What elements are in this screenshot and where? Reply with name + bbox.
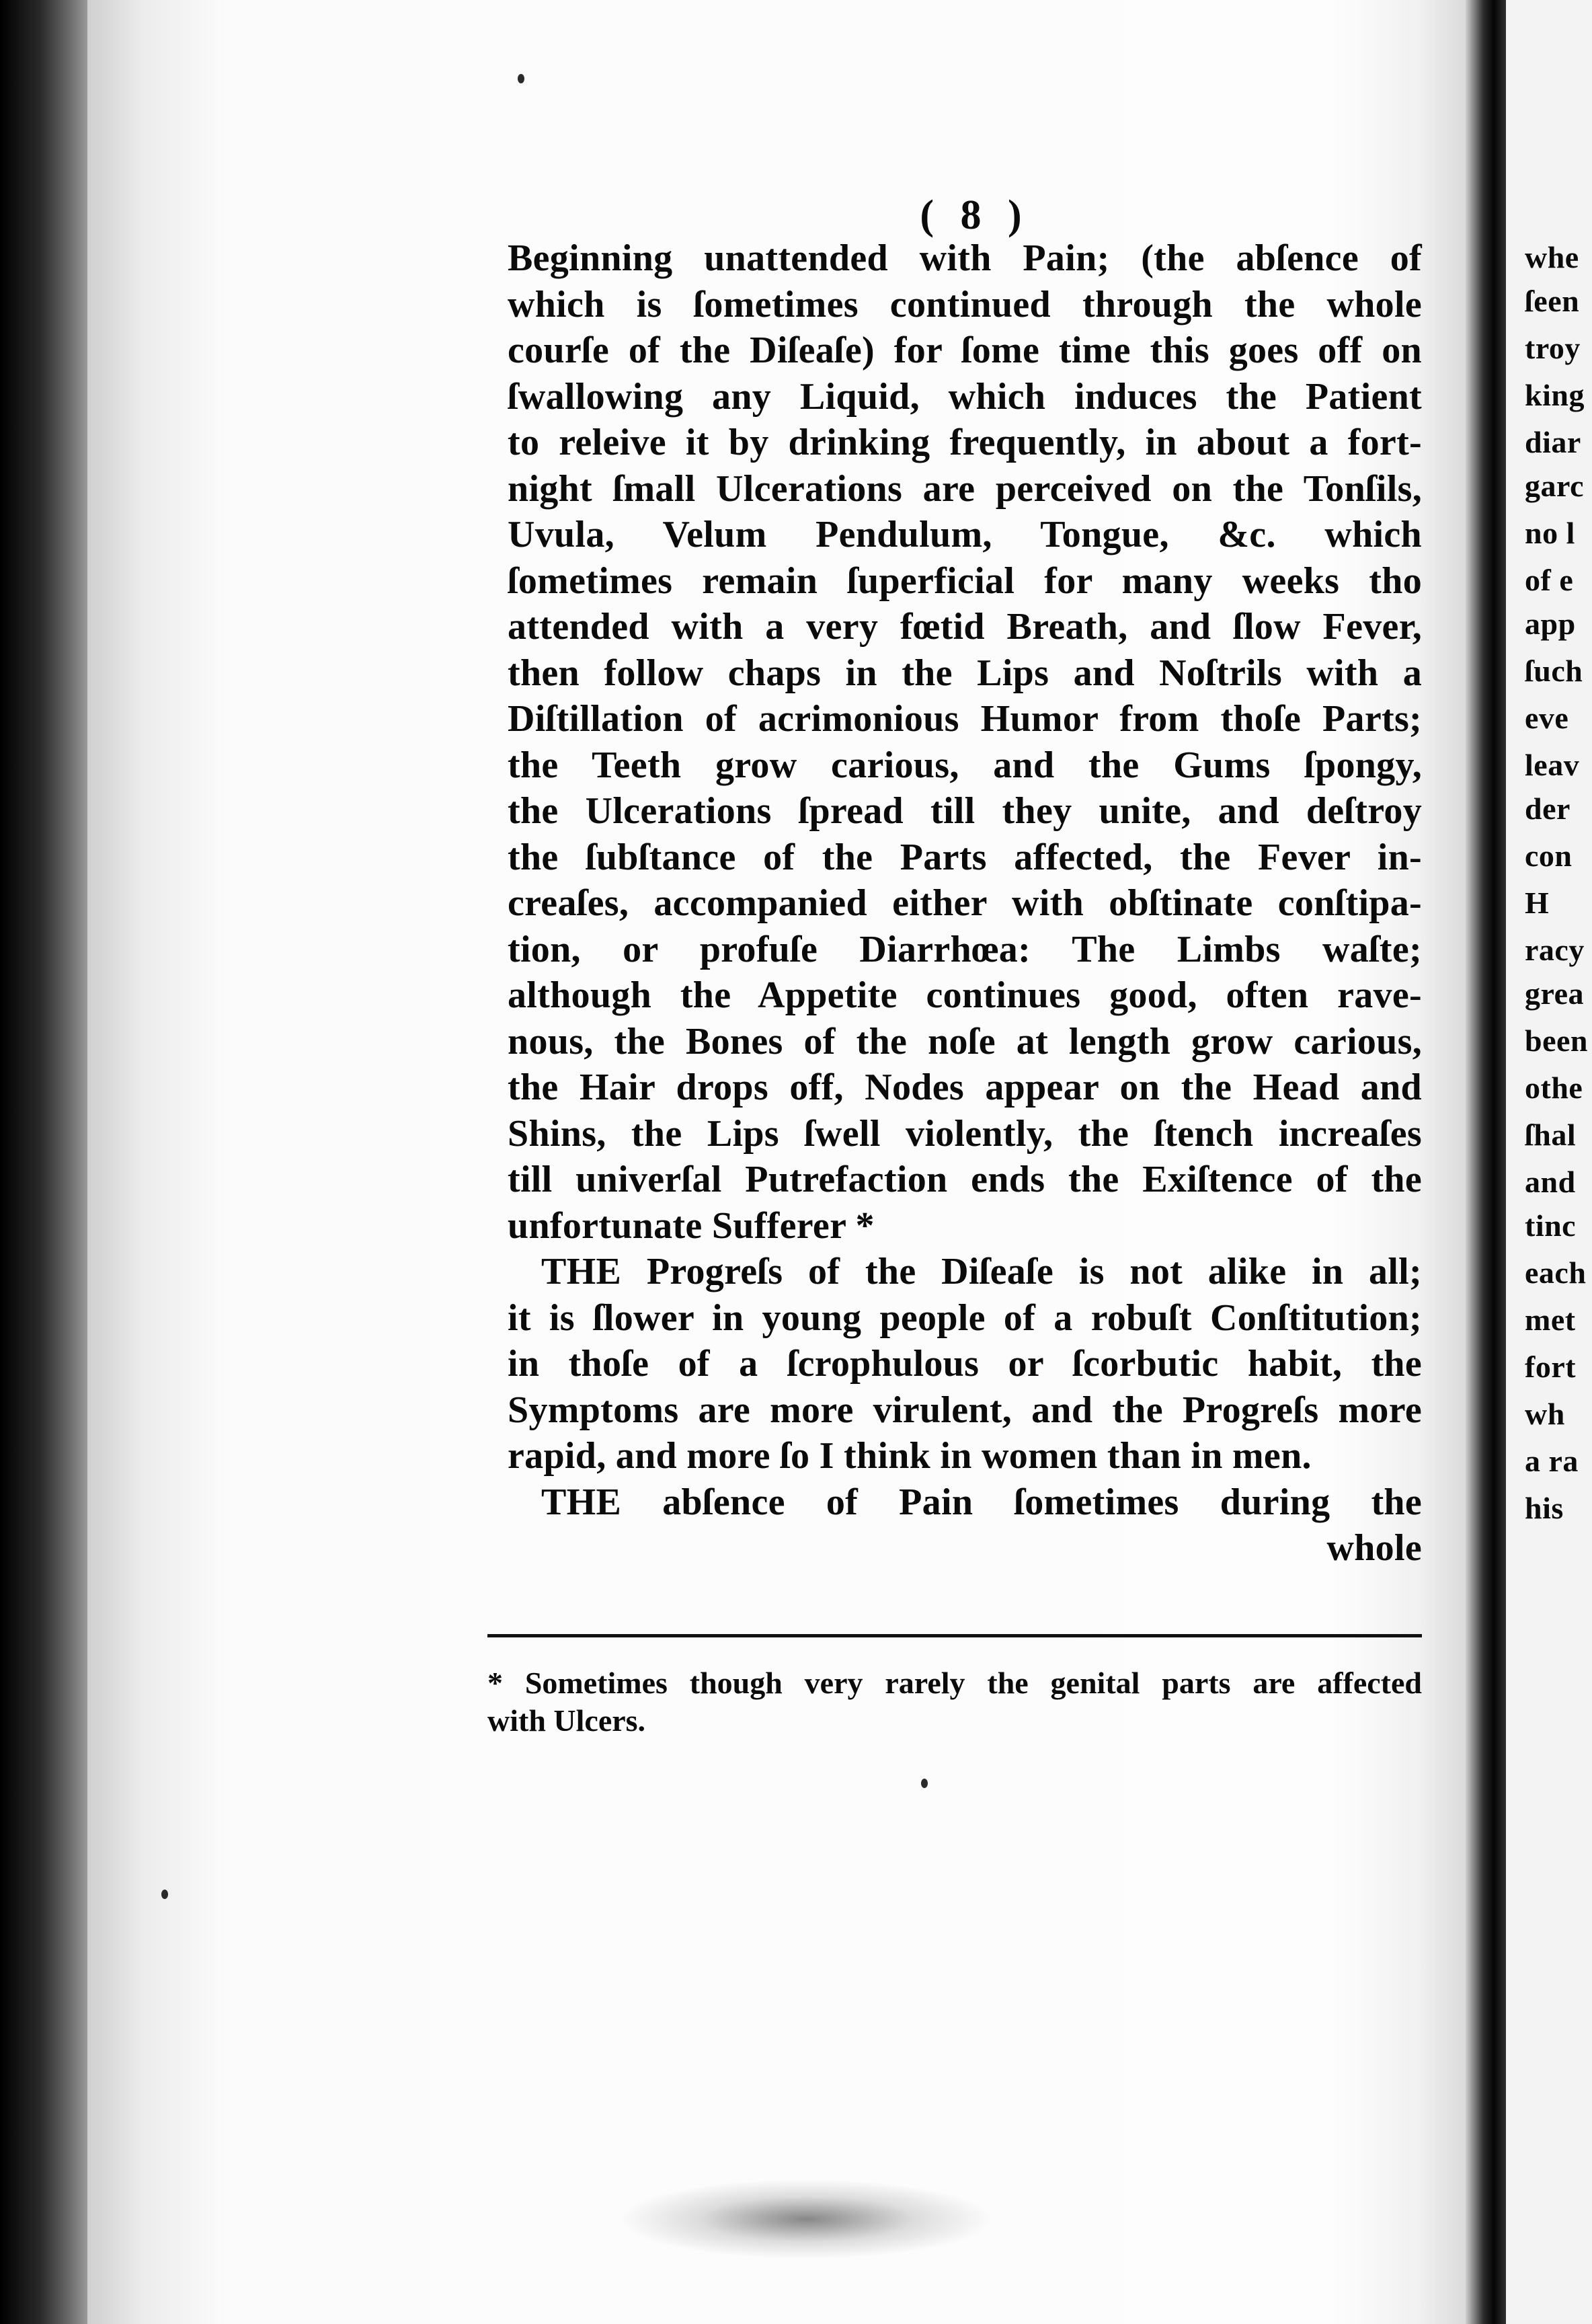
- facing-page-text: eve: [1525, 701, 1569, 735]
- text-line: to releive it by drinking frequently, in about a fort-: [508, 422, 1422, 463]
- text-line: which is ſometimes continued through the whole: [508, 283, 1422, 325]
- body-text: [508, 235, 1422, 1572]
- text-line: ſometimes remain ſuperficial for many weeks tho: [508, 559, 1422, 602]
- facing-page-text: king: [1525, 378, 1585, 412]
- facing-page-text: con: [1525, 839, 1573, 873]
- facing-page-text: been: [1525, 1023, 1588, 1058]
- text-line: THE Progreſs of the Diſeaſe is not alike in all;: [541, 1251, 1422, 1292]
- facing-page-text: his: [1525, 1491, 1564, 1525]
- text-line: courſe of the Diſeaſe) for ſome time this goes off on: [508, 330, 1422, 371]
- facing-page-text: H: [1525, 886, 1550, 920]
- facing-page-text: troy: [1525, 331, 1581, 365]
- facing-page-text: and: [1525, 1165, 1576, 1199]
- facing-page-text: racy: [1525, 933, 1585, 967]
- text-line: the Teeth grow carious, and the Gums ſpongy,: [508, 744, 1422, 786]
- facing-page-text: ſeen: [1525, 284, 1580, 318]
- facing-page-text: diar: [1525, 425, 1581, 459]
- facing-page-text: wh: [1525, 1397, 1565, 1431]
- text-line: attended with a very fœtid Breath, and ſlow Fever,: [508, 606, 1422, 648]
- text-line: Symptoms are more virulent, and the Progreſs more: [508, 1389, 1422, 1431]
- facing-page-text: each: [1525, 1255, 1587, 1290]
- facing-page-text: leav: [1525, 748, 1580, 782]
- footnote-line: * Sometimes though very rarely the genital parts are affected: [487, 1666, 1422, 1700]
- facing-page-text: fort: [1525, 1350, 1577, 1384]
- facing-page-text: app: [1525, 607, 1576, 641]
- text-line: creaſes, accompanied either with obſtinate conſtipa-: [508, 882, 1422, 924]
- facing-page-text: ſuch: [1525, 654, 1583, 688]
- page-stain: [619, 2179, 995, 2259]
- text-line: it is ſlower in young people of a robuſt Conſtitution;: [508, 1296, 1422, 1339]
- facing-page-text: met: [1525, 1303, 1576, 1337]
- footnote-rule: [487, 1634, 1422, 1637]
- text-line: the ſubſtance of the Parts affected, the Fever in-: [508, 836, 1422, 878]
- text-line: Shins, the Lips ſwell violently, the ſtench increaſes: [508, 1112, 1422, 1155]
- text-line: night ſmall Ulcerations are perceived on the Tonſils,: [508, 467, 1422, 510]
- text-line: ſwallowing any Liquid, which induces the Patient: [508, 375, 1422, 418]
- text-line: although the Appetite continues good, often rave-: [508, 974, 1422, 1016]
- facing-page-text: a ra: [1525, 1444, 1579, 1478]
- text-line: THE abſence of Pain ſometimes during the: [541, 1481, 1422, 1523]
- ink-speck: [921, 1779, 928, 1788]
- text-line: unfortunate Sufferer *: [508, 1204, 875, 1247]
- scan-edge-left: [0, 0, 101, 2324]
- text-line: till univerſal Putrefaction ends the Exiſtence of the: [508, 1159, 1422, 1200]
- book-gutter: [1466, 0, 1506, 2324]
- footnote-line: with Ulcers.: [487, 1703, 646, 1738]
- facing-page-text: ſhal: [1525, 1118, 1577, 1152]
- facing-page-text: grea: [1525, 976, 1585, 1011]
- text-line: Diſtillation of acrimonious Humor from thoſe Parts;: [508, 698, 1422, 740]
- catchword: whole: [1326, 1527, 1422, 1569]
- text-line: tion, or profuſe Diarrhœa: The Limbs waſte;: [508, 928, 1422, 970]
- facing-page-text: tinc: [1525, 1208, 1577, 1243]
- facing-page-text: whe: [1525, 240, 1579, 274]
- text-line: Uvula, Velum Pendulum, Tongue, &c. which: [508, 514, 1422, 555]
- text-line: the Ulcerations ſpread till they unite, and deſtroy: [508, 790, 1422, 832]
- ink-speck: [518, 74, 524, 83]
- text-line: then follow chaps in the Lips and Noſtrils with a: [508, 652, 1422, 694]
- text-line: nous, the Bones of the noſe at length grow carious,: [508, 1020, 1422, 1062]
- footnote: [487, 1664, 1422, 1740]
- facing-page-fragment: [1506, 0, 1592, 2324]
- ink-speck: [161, 1890, 168, 1899]
- text-line: in thoſe of a ſcrophulous or ſcorbutic habit, the: [508, 1343, 1422, 1385]
- text-line: Beginning unattended with Pain; (the abſence of: [508, 237, 1422, 279]
- text-line: rapid, and more ſo I think in women than in men.: [508, 1435, 1312, 1477]
- facing-page-text: no l: [1525, 516, 1575, 550]
- page-number: ( 8 ): [920, 192, 1030, 238]
- facing-page-text: der: [1525, 791, 1570, 826]
- text-line: the Hair drops off, Nodes appear on the Head and: [508, 1067, 1422, 1108]
- facing-page-text: of e: [1525, 563, 1574, 597]
- facing-page-text: garc: [1525, 469, 1585, 503]
- facing-page-text: othe: [1525, 1071, 1583, 1105]
